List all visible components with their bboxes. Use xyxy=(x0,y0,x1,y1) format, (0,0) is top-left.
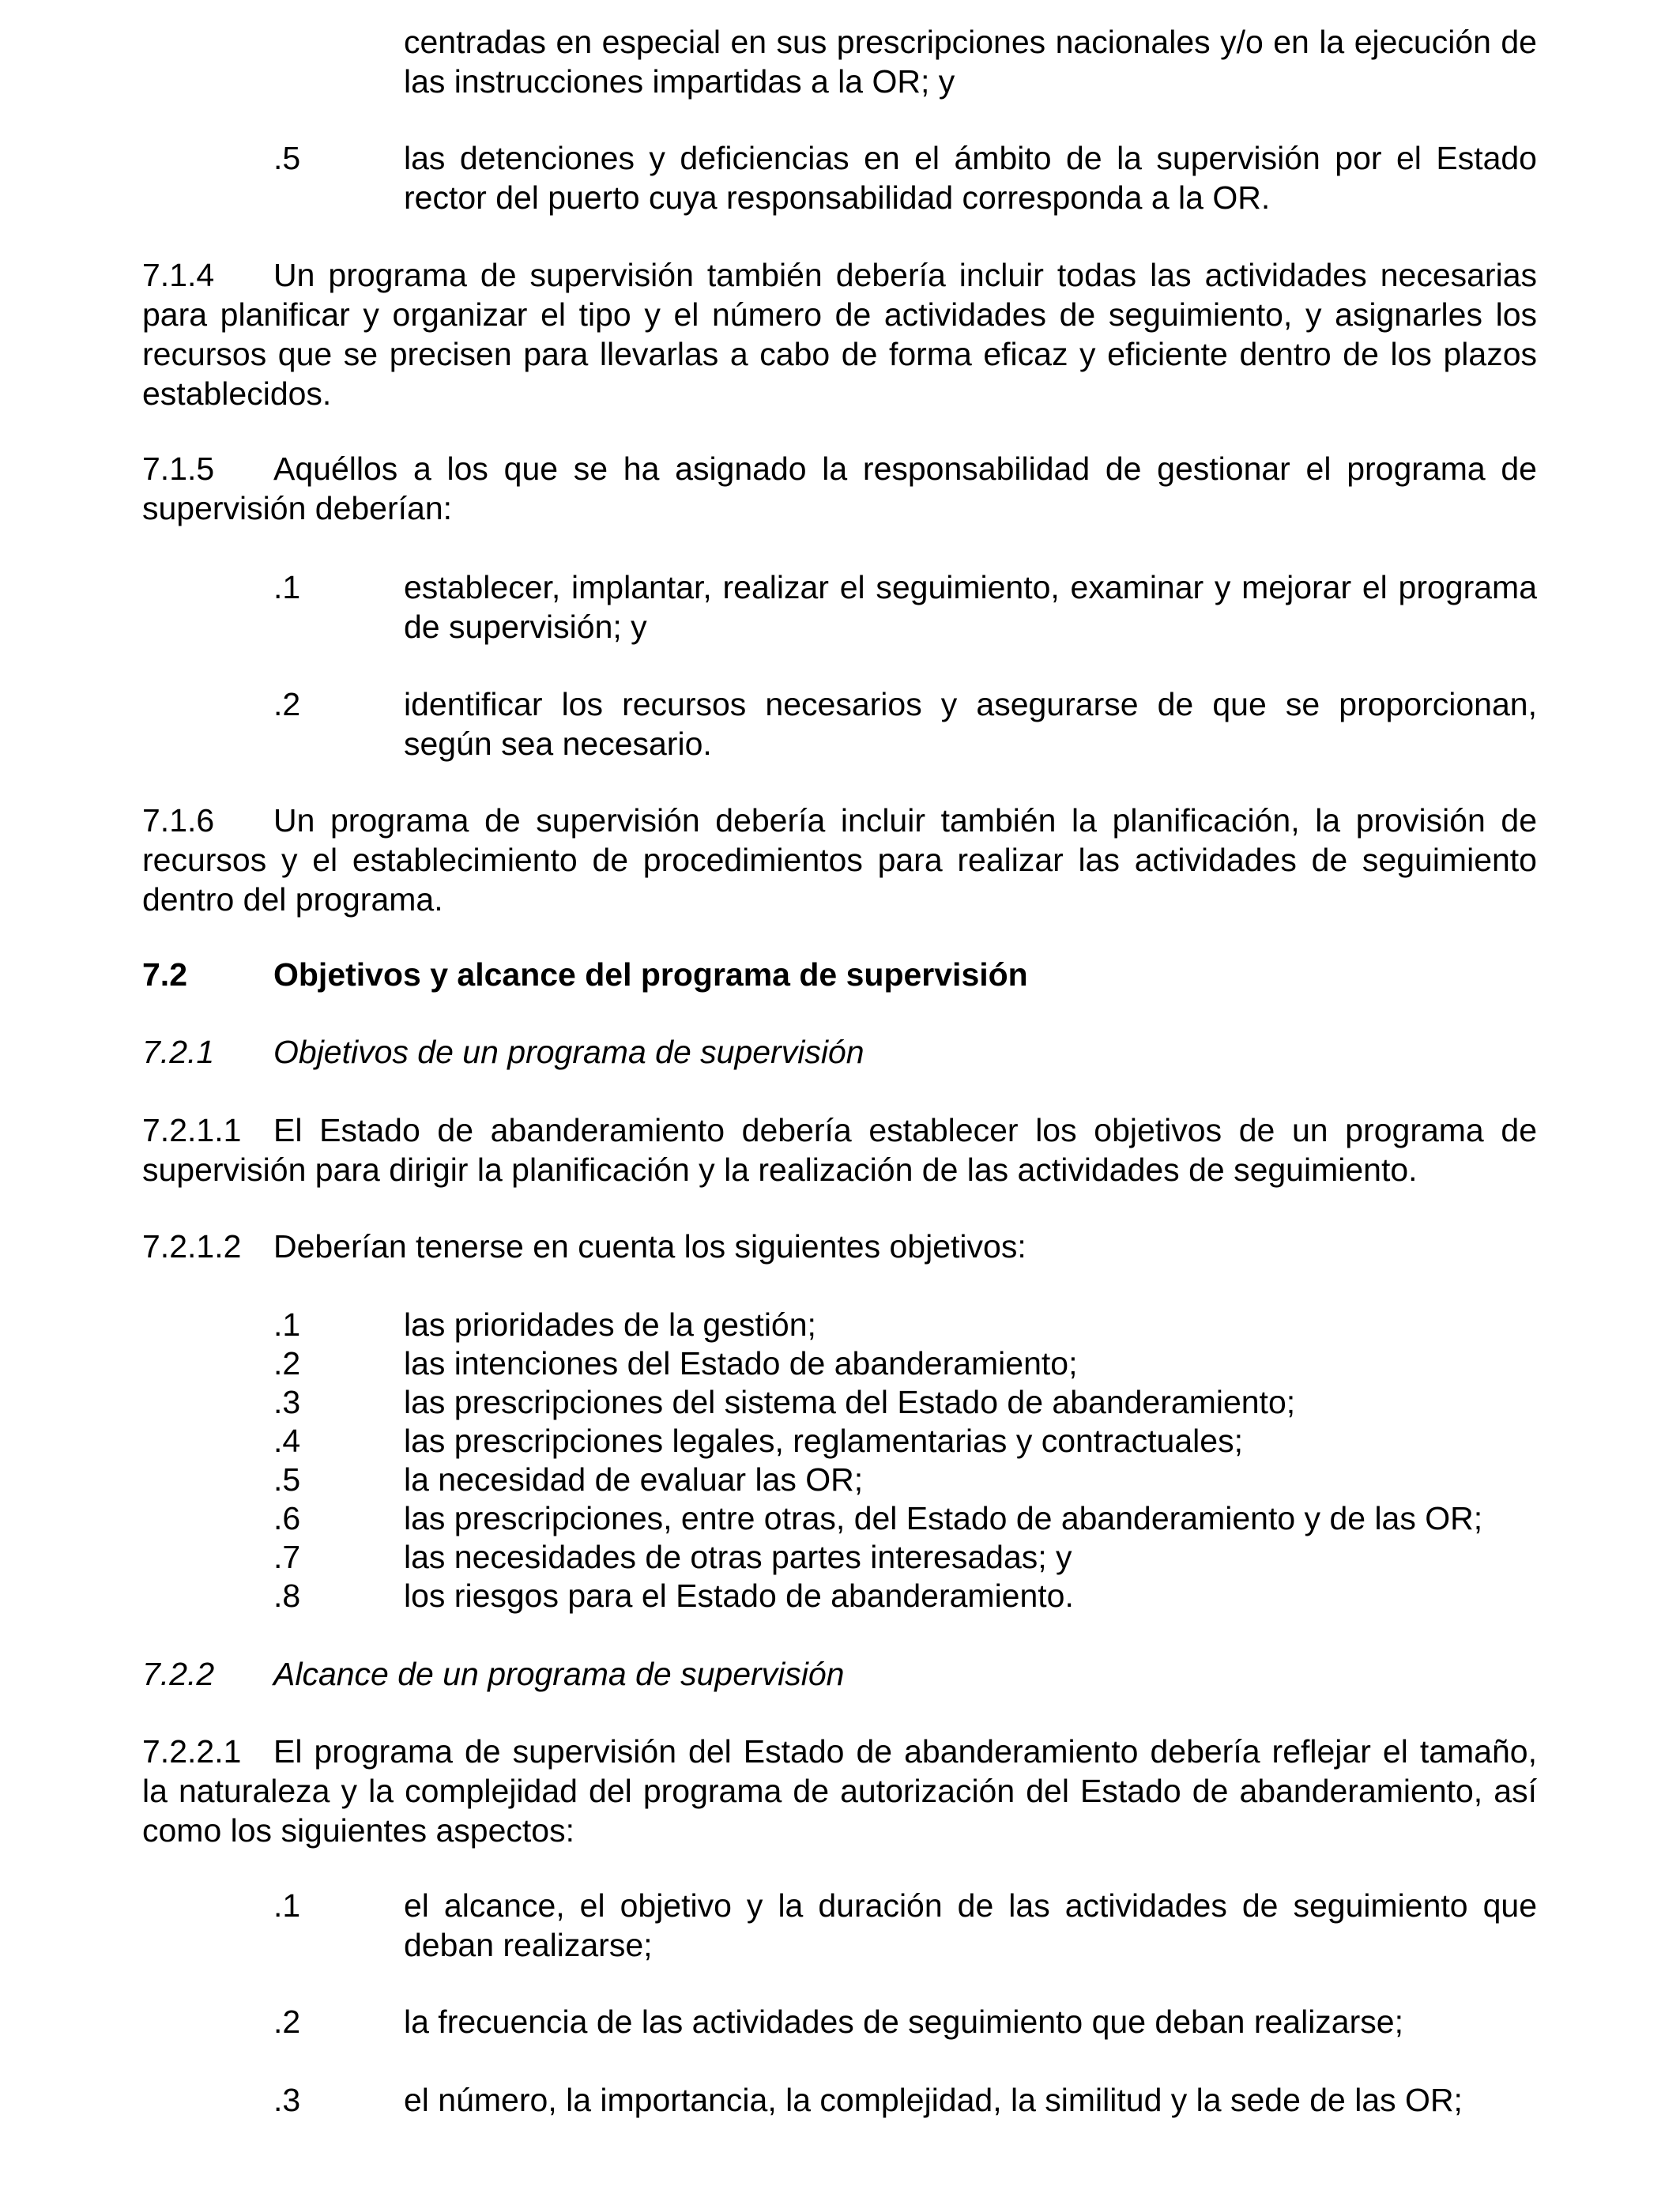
heading-text: Objetivos y alcance del programa de supervisión xyxy=(273,956,1028,993)
subsection-heading-7-2-1 xyxy=(142,1032,1537,1072)
list-item-text: las necesidades de otras partes interesadas; y xyxy=(404,1539,1072,1575)
list-item-text: el número, la importancia, la complejidad, la similitud y la sede de las OR; xyxy=(404,2082,1463,2118)
paragraph-text: Un programa de supervisión debería incluir también la planificación, la provisión de recursos y el establecimiento de procedimientos para realizar las actividades de seguimiento dentro del programa. xyxy=(142,802,1537,918)
list-item-text: la necesidad de evaluar las OR; xyxy=(404,1461,864,1498)
heading-number: 7.2.1 xyxy=(142,1034,215,1070)
paragraph-number: 7.1.6 xyxy=(142,802,215,839)
paragraph-text: centradas en especial en sus prescripciones nacionales y/o en la ejecución de las instrucciones impartidas a la OR; y xyxy=(404,24,1537,100)
list-item-text: el alcance, el objetivo y la duración de las actividades de seguimiento que deban realizarse; xyxy=(404,1887,1537,1963)
list-item-text: las intenciones del Estado de abanderamiento; xyxy=(404,1345,1078,1382)
list-item-number: .2 xyxy=(273,1345,301,1382)
list-item-number: .6 xyxy=(273,1500,301,1536)
paragraph-7-2-1-2 xyxy=(142,1227,1537,1266)
list-item-number: .2 xyxy=(273,686,301,722)
heading-text: Alcance de un programa de supervisión xyxy=(273,1656,845,1692)
paragraph-number: 7.2.1.2 xyxy=(142,1228,242,1265)
list-item-text: establecer, implantar, realizar el seguimiento, examinar y mejorar el programa de supervisión; y xyxy=(404,569,1537,645)
heading-number: 7.2 xyxy=(142,956,187,993)
list-item-number: .7 xyxy=(273,1539,301,1575)
paragraph-text: Un programa de supervisión también debería incluir todas las actividades necesarias para planificar y organizar el tipo y el número de actividades de seguimiento, y asignarles los recursos que se precisen para llevarlas a cabo de forma eficaz y eficiente dentro de los plazos establecidos. xyxy=(142,257,1537,412)
list-item-number: .2 xyxy=(273,2004,301,2040)
list-item-number: .4 xyxy=(273,1423,301,1459)
paragraph-number: 7.1.4 xyxy=(142,257,215,293)
list-item-number: .3 xyxy=(273,1384,301,1420)
paragraph-7-1-5 xyxy=(142,449,1537,528)
paragraph-text: Deberían tenerse en cuenta los siguientes objetivos: xyxy=(273,1228,1026,1265)
list-item-text: identificar los recursos necesarios y asegurarse de que se proporcionan, según sea necesario. xyxy=(404,686,1537,762)
list-item-number: .3 xyxy=(273,2082,301,2118)
paragraph-text: El Estado de abanderamiento debería establecer los objetivos de un programa de supervisión para dirigir la planificación y la realización de las actividades de seguimiento. xyxy=(142,1112,1537,1188)
paragraph-7-1-6 xyxy=(142,801,1537,919)
heading-number: 7.2.2 xyxy=(142,1656,215,1692)
list-item-number: .5 xyxy=(273,1461,301,1498)
list-item-text: las prescripciones, entre otras, del Estado de abanderamiento y de las OR; xyxy=(404,1500,1483,1536)
paragraph-number: 7.2.2.1 xyxy=(142,1733,242,1770)
list-item-text: las prescripciones del sistema del Estado de abanderamiento; xyxy=(404,1384,1296,1420)
list-item-number: .8 xyxy=(273,1578,301,1614)
list-item-number: .1 xyxy=(273,1306,301,1343)
list-item-number: .1 xyxy=(273,1887,301,1924)
paragraph-7-1-4 xyxy=(142,255,1537,413)
list-item-number: .5 xyxy=(273,140,301,176)
paragraph-text: Aquéllos a los que se ha asignado la responsabilidad de gestionar el programa de supervisión deberían: xyxy=(142,450,1537,526)
paragraph-7-2-2-1 xyxy=(142,1732,1537,1850)
paragraph-number: 7.1.5 xyxy=(142,450,215,487)
list-item-text: las prioridades de la gestión; xyxy=(404,1306,816,1343)
list-item-text: las prescripciones legales, reglamentarias y contractuales; xyxy=(404,1423,1243,1459)
list-item-text: las detenciones y deficiencias en el ámbito de la supervisión por el Estado rector del puerto cuya responsabilidad corresponda a la OR. xyxy=(404,140,1537,216)
section-heading-7-2 xyxy=(142,955,1537,994)
heading-text: Objetivos de un programa de supervisión xyxy=(273,1034,864,1070)
paragraph-number: 7.2.1.1 xyxy=(142,1112,242,1148)
list-item-text: la frecuencia de las actividades de seguimiento que deban realizarse; xyxy=(404,2004,1403,2040)
subsection-heading-7-2-2 xyxy=(142,1654,1537,1694)
list-item-number: .1 xyxy=(273,569,301,605)
paragraph-7-2-1-1 xyxy=(142,1110,1537,1189)
paragraph-text: El programa de supervisión del Estado de abanderamiento debería reflejar el tamaño, la naturaleza y la complejidad del programa de autorización del Estado de abanderamiento, así como los siguientes aspectos: xyxy=(142,1733,1537,1849)
list-item-text: los riesgos para el Estado de abanderamiento. xyxy=(404,1578,1074,1614)
